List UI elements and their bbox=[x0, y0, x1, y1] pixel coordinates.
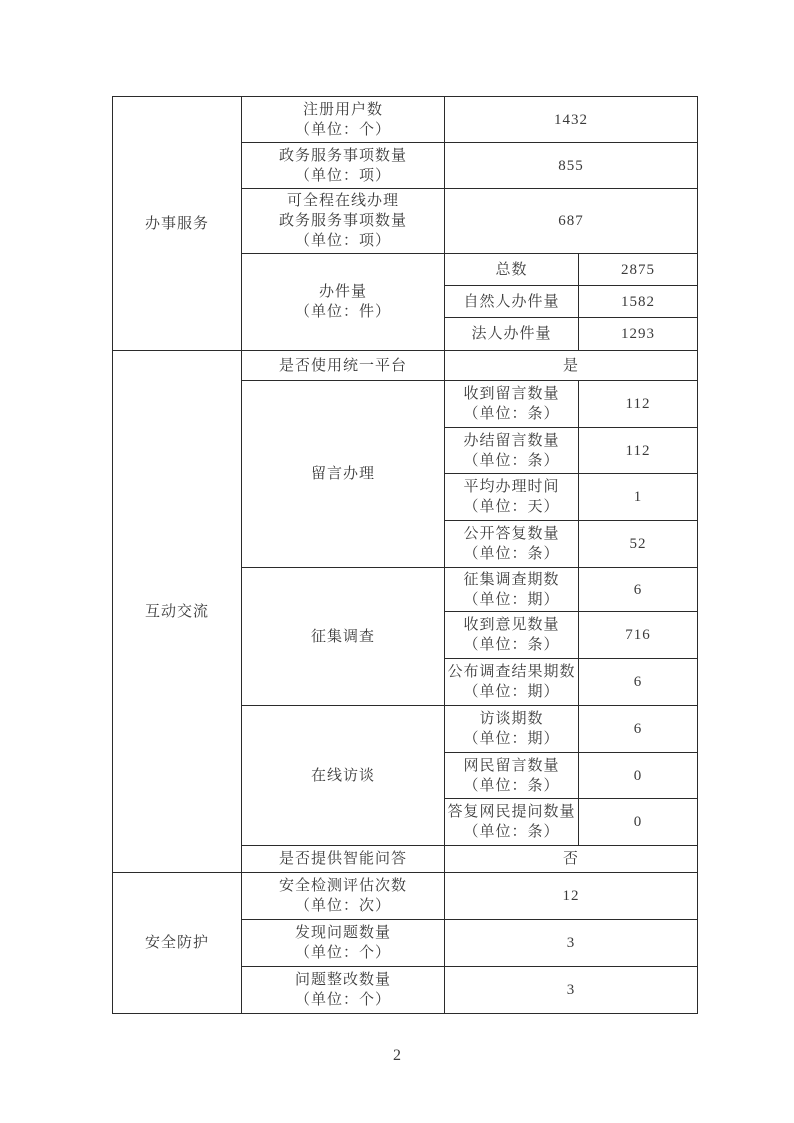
metric-label: 政务服务事项数量 bbox=[278, 147, 407, 164]
submetric-label: 公布调查结果期数 bbox=[447, 664, 576, 680]
metric-label: 是否使用统一平台 bbox=[278, 357, 407, 374]
metric-value: 855 bbox=[445, 143, 698, 189]
submetric-label-cell bbox=[445, 753, 579, 799]
submetric-label-cell bbox=[445, 706, 579, 753]
group-label-message-handling bbox=[242, 381, 445, 568]
metric-label: 是否提供智能问答 bbox=[278, 851, 407, 867]
metric-label: 发现问题数量 bbox=[294, 925, 391, 941]
report-table bbox=[112, 96, 698, 1014]
metric-unit: （单位：个） bbox=[294, 121, 391, 138]
metric-value: 3 bbox=[445, 967, 698, 1014]
metric-label-cell bbox=[242, 846, 445, 873]
submetric-value: 2875 bbox=[579, 254, 698, 286]
metric-value: 3 bbox=[445, 920, 698, 967]
submetric-unit: （单位：期） bbox=[463, 684, 560, 700]
submetric-unit: （单位：天） bbox=[463, 499, 560, 515]
submetric-label-cell bbox=[445, 474, 579, 521]
submetric-value: 1 bbox=[579, 474, 698, 521]
submetric-value: 52 bbox=[579, 521, 698, 568]
submetric-label: 自然人办件量 bbox=[445, 286, 579, 318]
submetric-unit: （单位：条） bbox=[463, 452, 560, 469]
submetric-value: 1293 bbox=[579, 318, 698, 351]
metric-label: 注册用户数 bbox=[302, 101, 383, 118]
submetric-label-cell bbox=[445, 521, 579, 568]
submetric-label-cell bbox=[445, 381, 579, 428]
table-row bbox=[113, 351, 698, 381]
submetric-label: 征集调查期数 bbox=[463, 571, 560, 588]
submetric-value: 112 bbox=[579, 428, 698, 474]
submetric-unit: （单位：期） bbox=[463, 731, 560, 747]
group-label-case-volume bbox=[242, 254, 445, 351]
submetric-label: 收到意见数量 bbox=[463, 617, 560, 633]
submetric-unit: （单位：条） bbox=[463, 546, 560, 562]
metric-unit: （单位：项） bbox=[294, 167, 391, 184]
metric-label: 安全检测评估次数 bbox=[278, 878, 407, 894]
section-title: 办事服务 bbox=[144, 215, 209, 232]
submetric-label: 总数 bbox=[445, 254, 579, 286]
submetric-value: 6 bbox=[579, 568, 698, 612]
submetric-label: 平均办理时间 bbox=[463, 479, 560, 495]
submetric-unit: （单位：条） bbox=[463, 824, 560, 840]
section-title: 互动交流 bbox=[144, 603, 209, 620]
metric-unit: （单位：个） bbox=[294, 945, 391, 961]
submetric-value: 1582 bbox=[579, 286, 698, 318]
metric-unit: （单位：个） bbox=[294, 992, 391, 1008]
submetric-unit: （单位：期） bbox=[463, 591, 560, 608]
section-label-service bbox=[113, 97, 242, 351]
submetric-label-cell bbox=[445, 428, 579, 474]
submetric-label-cell bbox=[445, 612, 579, 659]
submetric-unit: （单位：条） bbox=[463, 637, 560, 653]
table-row bbox=[113, 873, 698, 920]
submetric-unit: （单位：条） bbox=[463, 406, 560, 422]
section-label-security bbox=[113, 873, 242, 1014]
metric-label-cell bbox=[242, 189, 445, 254]
metric-label-cell bbox=[242, 143, 445, 189]
page-number: 2 bbox=[393, 1047, 401, 1064]
metric-value: 1432 bbox=[445, 97, 698, 143]
metric-label-cell bbox=[242, 97, 445, 143]
metric-unit: （单位：次） bbox=[294, 898, 391, 914]
section-title: 安全防护 bbox=[144, 935, 209, 951]
submetric-label: 收到留言数量 bbox=[463, 386, 560, 402]
submetric-value: 0 bbox=[579, 753, 698, 799]
section-label-interaction bbox=[113, 351, 242, 873]
submetric-label: 访谈期数 bbox=[479, 711, 544, 727]
metric-label: 政务服务事项数量 bbox=[278, 213, 407, 229]
submetric-label-cell bbox=[445, 659, 579, 706]
metric-label-cell bbox=[242, 967, 445, 1014]
metric-label-cell bbox=[242, 351, 445, 381]
group-label-survey bbox=[242, 568, 445, 706]
submetric-value: 112 bbox=[579, 381, 698, 428]
metric-value: 687 bbox=[445, 189, 698, 254]
submetric-value: 716 bbox=[579, 612, 698, 659]
group-label-interview bbox=[242, 706, 445, 846]
metric-label: 问题整改数量 bbox=[294, 972, 391, 988]
metric-unit: （单位：件） bbox=[294, 304, 391, 320]
submetric-label: 公开答复数量 bbox=[463, 526, 560, 542]
metric-label-cell bbox=[242, 920, 445, 967]
submetric-label: 办结留言数量 bbox=[463, 432, 560, 449]
metric-label: 办件量 bbox=[318, 284, 367, 300]
submetric-label-cell bbox=[445, 799, 579, 846]
submetric-label: 网民留言数量 bbox=[463, 757, 560, 774]
submetric-value: 0 bbox=[579, 799, 698, 846]
metric-label: 征集调查 bbox=[310, 628, 375, 645]
metric-value: 是 bbox=[445, 351, 698, 381]
metric-value: 否 bbox=[445, 846, 698, 873]
submetric-value: 6 bbox=[579, 706, 698, 753]
submetric-label-cell bbox=[445, 568, 579, 612]
metric-label-cell bbox=[242, 873, 445, 920]
table-row bbox=[113, 97, 698, 143]
metric-label: 可全程在线办理 bbox=[286, 193, 399, 209]
metric-label: 留言办理 bbox=[310, 466, 375, 482]
metric-value: 12 bbox=[445, 873, 698, 920]
metric-unit: （单位：项） bbox=[294, 233, 391, 249]
metric-label: 在线访谈 bbox=[310, 767, 375, 784]
submetric-unit: （单位：条） bbox=[463, 777, 560, 794]
submetric-value: 6 bbox=[579, 659, 698, 706]
submetric-label: 法人办件量 bbox=[445, 318, 579, 351]
submetric-label: 答复网民提问数量 bbox=[447, 804, 576, 820]
